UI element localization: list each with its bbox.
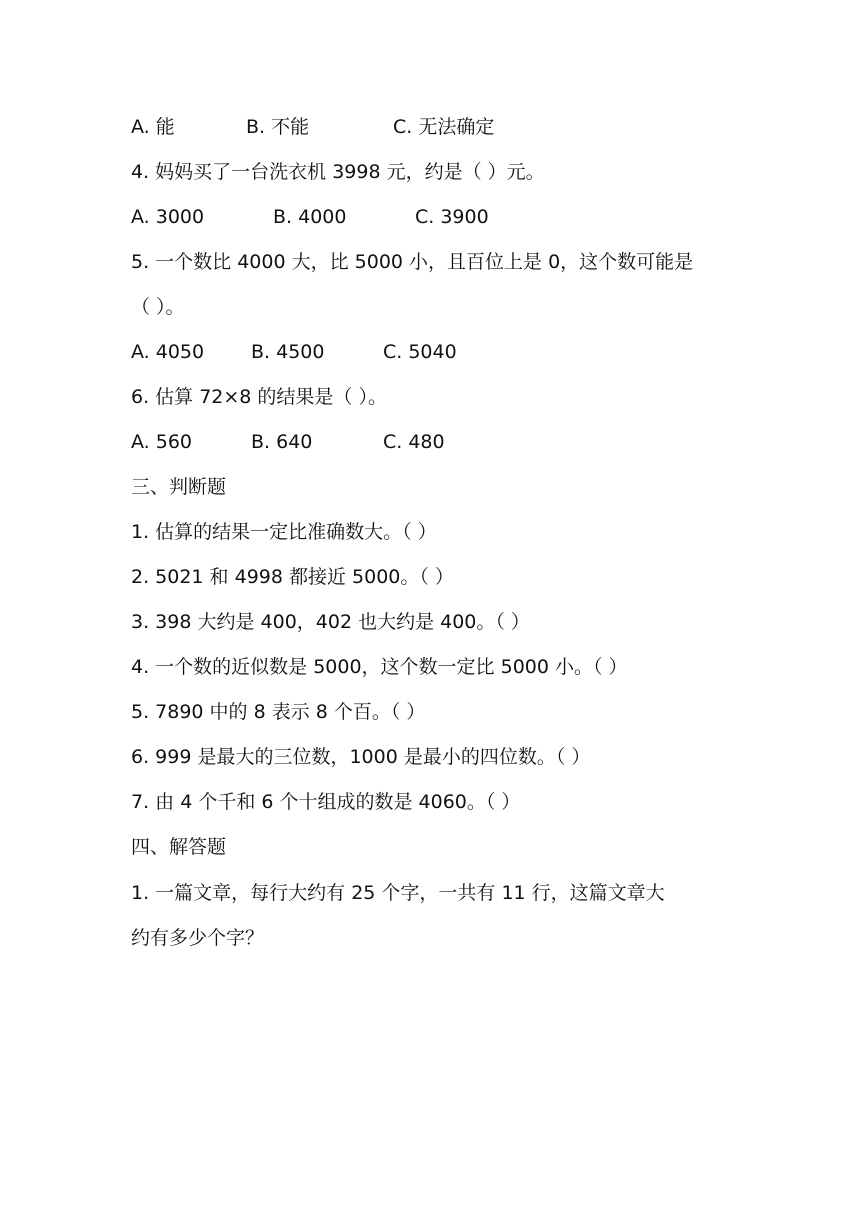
q5-option-c: C. 5040 [383, 341, 457, 363]
judgment-item: 5. 7890 中的 8 表示 8 个百。（ ） [131, 701, 426, 723]
judgment-item: 2. 5021 和 4998 都接近 5000。（ ） [131, 566, 454, 588]
q6-option-b: B. 640 [251, 431, 313, 453]
q3-option-a: A. 能 [131, 116, 175, 138]
q4-text: 4. 妈妈买了一台洗衣机 3998 元，约是（ ）元。 [131, 161, 545, 183]
section4-title: 四、解答题 [131, 836, 227, 858]
q4-option-b: B. 4000 [273, 206, 347, 228]
q6-text: 6. 估算 72×8 的结果是（ ）。 [131, 386, 387, 408]
word-problem-line2: 约有多少个字？ [131, 927, 265, 949]
q3-option-b: B. 不能 [246, 116, 310, 138]
judgment-item: 3. 398 大约是 400，402 也大约是 400。（ ） [131, 611, 530, 633]
judgment-item: 4. 一个数的近似数是 5000，这个数一定比 5000 小。（ ） [131, 656, 628, 678]
q4-option-a: A. 3000 [131, 206, 205, 228]
judgment-item: 6. 999 是最大的三位数，1000 是最小的四位数。（ ） [131, 746, 591, 768]
q5-option-b: B. 4500 [251, 341, 325, 363]
section3-title: 三、判断题 [131, 476, 227, 498]
judgment-item: 7. 由 4 个千和 6 个十组成的数是 4060。（ ） [131, 791, 521, 813]
word-problem-line1: 1. 一篇文章，每行大约有 25 个字，一共有 11 行，这篇文章大 [131, 882, 665, 904]
q3-option-c: C. 无法确定 [393, 116, 495, 138]
q6-option-c: C. 480 [383, 431, 445, 453]
q4-option-c: C. 3900 [415, 206, 489, 228]
q6-option-a: A. 560 [131, 431, 193, 453]
q5-text-line2: （ ）。 [131, 296, 185, 318]
q5-text-line1: 5. 一个数比 4000 大，比 5000 小，且百位上是 0，这个数可能是 [131, 251, 694, 273]
judgment-item: 1. 估算的结果一定比准确数大。（ ） [131, 521, 437, 543]
q5-option-a: A. 4050 [131, 341, 205, 363]
